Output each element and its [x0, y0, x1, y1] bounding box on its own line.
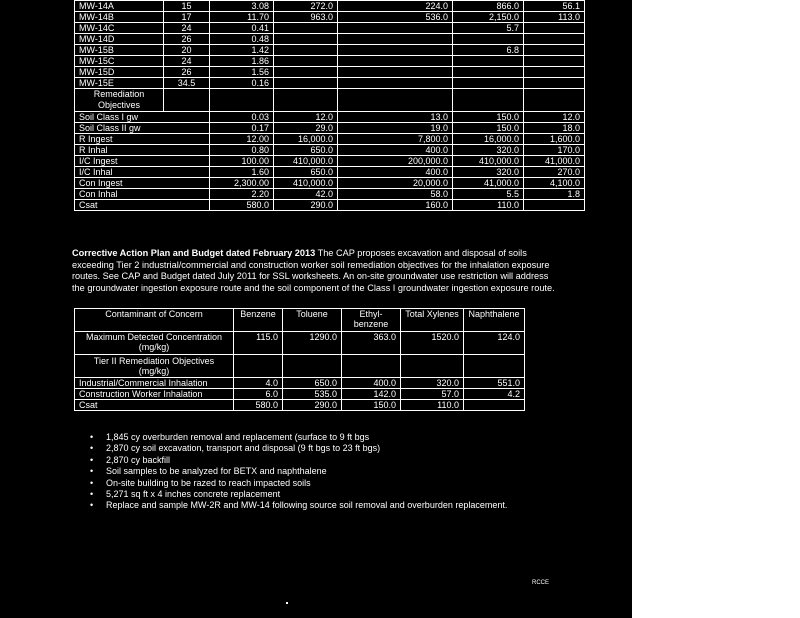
- objective-label: R Ingest: [75, 134, 210, 145]
- exposure-route-cell: 551.0: [464, 378, 525, 389]
- objective-value: 12.00: [210, 134, 274, 145]
- exposure-route-cell: [464, 400, 525, 411]
- coc-header-cell: Benzene: [234, 309, 283, 332]
- sample-cell: [338, 67, 453, 78]
- sample-cell: 0.41: [210, 23, 274, 34]
- objective-value: 1.8: [524, 189, 585, 200]
- exposure-route-cell: 580.0: [234, 400, 283, 411]
- objective-label: Soil Class II gw: [75, 123, 210, 134]
- sample-row: [75, 34, 585, 45]
- sample-cell: 0.48: [210, 34, 274, 45]
- exposure-route-row: [75, 389, 525, 400]
- sample-cell: 20: [164, 45, 210, 56]
- sample-row: [75, 56, 585, 67]
- soil-sample-table: [74, 0, 585, 211]
- sample-cell: 11.70: [210, 12, 274, 23]
- sample-row: [75, 78, 585, 89]
- objective-value: 650.0: [274, 145, 338, 156]
- sample-cell: [274, 78, 338, 89]
- sample-cell: [524, 23, 585, 34]
- objective-value: 290.0: [274, 200, 338, 211]
- objective-value: 19.0: [338, 123, 453, 134]
- objective-value: 41,000.0: [453, 178, 524, 189]
- objective-value: 4,100.0: [524, 178, 585, 189]
- sample-cell: [338, 23, 453, 34]
- sample-cell: [524, 34, 585, 45]
- objective-row: [75, 112, 585, 123]
- objective-value: 13.0: [338, 112, 453, 123]
- sample-cell: 24: [164, 23, 210, 34]
- exposure-route-cell: 110.0: [401, 400, 464, 411]
- sample-cell: [274, 56, 338, 67]
- objective-value: 16,000.0: [274, 134, 338, 145]
- sample-cell: [274, 45, 338, 56]
- objective-value: 580.0: [210, 200, 274, 211]
- bullet-item: • 5,271 sq ft x 4 inches concrete replacement: [90, 489, 530, 500]
- sample-row: [75, 67, 585, 78]
- paragraph-body: The CAP proposes excavation and disposal of soils exceeding Tier 2 industrial/commercial and construction worker soil remediation objectives for the inhalation exposure routes. See CAP and Budget dated July 2011 for SSL worksheets. An on-site groundwater use restriction will address the groundwater ingestion exposure route and the soil component of the Class I groundwater ingestion exposure route.: [72, 248, 555, 293]
- exposure-route-cell: Construction Worker Inhalation: [75, 389, 234, 400]
- sample-cell: MW-14A: [75, 1, 164, 12]
- objective-value: 320.0: [453, 167, 524, 178]
- bullet-item: • On-site building to be razed to reach impacted soils: [90, 478, 530, 489]
- exposure-route-cell: Csat: [75, 400, 234, 411]
- sample-cell: 1.42: [210, 45, 274, 56]
- exposure-route-cell: 650.0: [283, 378, 342, 389]
- objective-value: 2.20: [210, 189, 274, 200]
- bullet-item: • Replace and sample MW-2R and MW-14 following source soil removal and overburden replacement.: [90, 500, 530, 511]
- sample-cell: [453, 78, 524, 89]
- max-concentration-cell: 115.0: [234, 332, 283, 355]
- objective-value: 170.0: [524, 145, 585, 156]
- exposure-route-cell: 400.0: [342, 378, 401, 389]
- empty-cell: [464, 355, 525, 378]
- sample-cell: 113.0: [524, 12, 585, 23]
- bullet-item: • 1,845 cy overburden removal and replacement (surface to 9 ft bgs: [90, 432, 530, 443]
- objective-value: 0.80: [210, 145, 274, 156]
- sample-cell: 2,150.0: [453, 12, 524, 23]
- objective-value: 7,800.0: [338, 134, 453, 145]
- objective-value: 29.0: [274, 123, 338, 134]
- empty-cell: [164, 89, 210, 112]
- objective-value: 320.0: [453, 145, 524, 156]
- sample-cell: [524, 45, 585, 56]
- sample-cell: [453, 67, 524, 78]
- objective-label: Csat: [75, 200, 210, 211]
- empty-cell: [342, 355, 401, 378]
- coc-header-cell: Total Xylenes: [401, 309, 464, 332]
- sample-cell: [524, 67, 585, 78]
- max-concentration-cell: 363.0: [342, 332, 401, 355]
- exposure-route-cell: 142.0: [342, 389, 401, 400]
- sample-cell: 26: [164, 67, 210, 78]
- empty-cell: [524, 89, 585, 112]
- bullet-item: • Soil samples to be analyzed for BETX and naphthalene: [90, 466, 530, 477]
- sample-cell: MW-15E: [75, 78, 164, 89]
- exposure-route-cell: 57.0: [401, 389, 464, 400]
- objective-row: [75, 178, 585, 189]
- objective-value: 200,000.0: [338, 156, 453, 167]
- sample-cell: [338, 78, 453, 89]
- bullet-item: • 2,870 cy backfill: [90, 455, 530, 466]
- sample-cell: 272.0: [274, 1, 338, 12]
- objective-value: 270.0: [524, 167, 585, 178]
- empty-cell: [283, 355, 342, 378]
- objective-value: 18.0: [524, 123, 585, 134]
- objective-value: 42.0: [274, 189, 338, 200]
- objective-value: 12.0: [524, 112, 585, 123]
- sample-cell: 224.0: [338, 1, 453, 12]
- objective-value: 0.17: [210, 123, 274, 134]
- scope-bullet-list: [90, 432, 530, 512]
- coc-header-cell: Naphthalene: [464, 309, 525, 332]
- sample-cell: MW-15D: [75, 67, 164, 78]
- objective-row: [75, 134, 585, 145]
- sample-cell: [274, 23, 338, 34]
- sample-cell: 866.0: [453, 1, 524, 12]
- objective-label: Con Ingest: [75, 178, 210, 189]
- objective-value: 150.0: [453, 123, 524, 134]
- objective-value: 5.5: [453, 189, 524, 200]
- coc-header-cell: Ethyl-benzene: [342, 309, 401, 332]
- exposure-route-cell: 290.0: [283, 400, 342, 411]
- empty-cell: [274, 89, 338, 112]
- exposure-route-cell: 150.0: [342, 400, 401, 411]
- sample-cell: 1.86: [210, 56, 274, 67]
- objective-value: 150.0: [453, 112, 524, 123]
- objective-value: 110.0: [453, 200, 524, 211]
- objective-row: [75, 189, 585, 200]
- exposure-route-row: [75, 378, 525, 389]
- coc-header-cell: Toluene: [283, 309, 342, 332]
- sample-cell: MW-15C: [75, 56, 164, 67]
- objective-value: 12.0: [274, 112, 338, 123]
- sample-cell: 34.5: [164, 78, 210, 89]
- paragraph-heading: Corrective Action Plan and Budget dated February 2013: [72, 248, 316, 258]
- sample-row: [75, 1, 585, 12]
- empty-cell: [210, 89, 274, 112]
- max-concentration-row: [75, 332, 525, 355]
- objective-row: [75, 167, 585, 178]
- corrective-action-paragraph: [72, 248, 558, 294]
- sample-cell: [274, 67, 338, 78]
- objective-value: 400.0: [338, 167, 453, 178]
- sample-cell: [453, 34, 524, 45]
- empty-cell: [453, 89, 524, 112]
- objective-value: 400.0: [338, 145, 453, 156]
- sample-cell: 17: [164, 12, 210, 23]
- coc-header-cell: Contaminant of Concern: [75, 309, 234, 332]
- exposure-route-cell: 6.0: [234, 389, 283, 400]
- coc-header-row: [75, 309, 525, 332]
- objective-value: 410,000.0: [453, 156, 524, 167]
- objective-value: 410,000.0: [274, 156, 338, 167]
- objectives-heading: Remediation Objectives: [75, 89, 164, 112]
- sample-cell: MW-14D: [75, 34, 164, 45]
- page-mark: RCCE: [532, 580, 550, 586]
- sample-cell: [524, 78, 585, 89]
- max-concentration-cell: 1520.0: [401, 332, 464, 355]
- objective-label: Con Inhal: [75, 189, 210, 200]
- objective-value: 160.0: [338, 200, 453, 211]
- objective-label: R Inhal: [75, 145, 210, 156]
- sample-cell: [338, 34, 453, 45]
- bullet-item: • 2,870 cy soil excavation, transport and disposal (9 ft bgs to 23 ft bgs): [90, 443, 530, 454]
- sample-cell: 26: [164, 34, 210, 45]
- scan-speck: [286, 602, 288, 604]
- tier-ii-label: Tier II Remediation Objectives (mg/kg): [75, 355, 234, 378]
- objective-label: Soil Class I gw: [75, 112, 210, 123]
- sample-cell: 15: [164, 1, 210, 12]
- max-concentration-cell: 124.0: [464, 332, 525, 355]
- exposure-route-cell: 4.0: [234, 378, 283, 389]
- sample-cell: [453, 56, 524, 67]
- empty-cell: [234, 355, 283, 378]
- objective-label: I/C Ingest: [75, 156, 210, 167]
- sample-cell: 963.0: [274, 12, 338, 23]
- objective-row: [75, 123, 585, 134]
- exposure-route-row: [75, 400, 525, 411]
- objective-value: [524, 200, 585, 211]
- max-concentration-cell: Maximum Detected Concentration (mg/kg): [75, 332, 234, 355]
- sample-cell: MW-15B: [75, 45, 164, 56]
- objective-label: I/C Inhal: [75, 167, 210, 178]
- objective-value: 41,000.0: [524, 156, 585, 167]
- max-concentration-cell: 1290.0: [283, 332, 342, 355]
- sample-cell: [274, 34, 338, 45]
- objective-value: 0.03: [210, 112, 274, 123]
- tier-ii-row: [75, 355, 525, 378]
- objective-value: 410,000.0: [274, 178, 338, 189]
- sample-cell: 56.1: [524, 1, 585, 12]
- objective-value: 58.0: [338, 189, 453, 200]
- sample-cell: [524, 56, 585, 67]
- objectives-heading-row: [75, 89, 585, 112]
- exposure-route-cell: 4.2: [464, 389, 525, 400]
- objective-value: 100.00: [210, 156, 274, 167]
- sample-cell: 24: [164, 56, 210, 67]
- exposure-route-cell: 535.0: [283, 389, 342, 400]
- objective-value: 16,000.0: [453, 134, 524, 145]
- sample-cell: 6.8: [453, 45, 524, 56]
- sample-cell: 5.7: [453, 23, 524, 34]
- sample-cell: 536.0: [338, 12, 453, 23]
- sample-row: [75, 12, 585, 23]
- empty-cell: [401, 355, 464, 378]
- objective-row: [75, 200, 585, 211]
- objective-value: 650.0: [274, 167, 338, 178]
- sample-cell: MW-14B: [75, 12, 164, 23]
- empty-cell: [338, 89, 453, 112]
- objective-value: 20,000.0: [338, 178, 453, 189]
- sample-cell: [338, 45, 453, 56]
- objective-value: 1,600.0: [524, 134, 585, 145]
- objective-value: 2,300.00: [210, 178, 274, 189]
- exposure-route-cell: Industrial/Commercial Inhalation: [75, 378, 234, 389]
- sample-cell: 3.08: [210, 1, 274, 12]
- objective-value: 1.60: [210, 167, 274, 178]
- sample-cell: 0.16: [210, 78, 274, 89]
- objective-row: [75, 145, 585, 156]
- exposure-route-cell: 320.0: [401, 378, 464, 389]
- sample-cell: 1.56: [210, 67, 274, 78]
- sample-row: [75, 23, 585, 34]
- sample-cell: MW-14C: [75, 23, 164, 34]
- sample-cell: [338, 56, 453, 67]
- objective-row: [75, 156, 585, 167]
- sample-row: [75, 45, 585, 56]
- contaminant-table: [74, 308, 525, 411]
